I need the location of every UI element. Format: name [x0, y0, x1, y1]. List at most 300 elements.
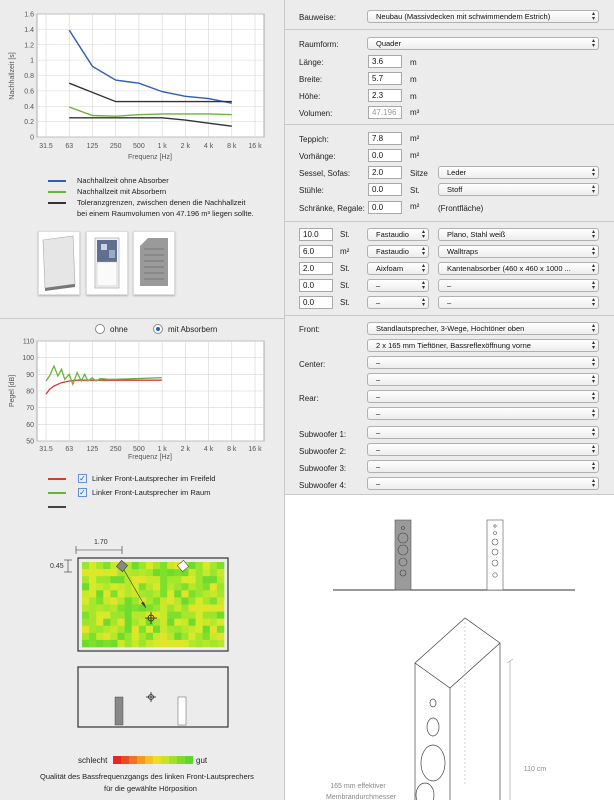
- heatmap-cell: [139, 569, 146, 576]
- sub3-select[interactable]: [367, 460, 599, 473]
- sub3-label: Subwoofer 3:: [299, 464, 347, 473]
- heatmap-cell: [96, 583, 103, 590]
- heatmap-cell: [167, 583, 174, 590]
- heatmap-cell: [89, 583, 96, 590]
- heatmap-cell: [132, 569, 139, 576]
- heatmap-cell: [132, 605, 139, 612]
- spl-y-tick: 80: [26, 388, 34, 396]
- heatmap-cell: [96, 597, 103, 604]
- breite-unit: m: [410, 75, 417, 84]
- spl-y-tick: 100: [22, 355, 34, 363]
- select-arrows-icon: ▴ ▾: [591, 246, 595, 257]
- heatmap-cell: [146, 640, 153, 647]
- rear-select-b[interactable]: [367, 407, 599, 420]
- heatmap-cell: [125, 626, 132, 633]
- heatmap-cell: [139, 576, 146, 583]
- sessel-material-value: Leder: [447, 168, 467, 177]
- reverb-y-tick: 0.6: [24, 88, 34, 96]
- stuehle-label: Stühle:: [299, 186, 324, 195]
- reverb-y-axis-label: Nachhallzeit [s]: [9, 52, 16, 100]
- reverb-x-tick: 250: [109, 143, 122, 150]
- heatmap-cell: [174, 590, 181, 597]
- heatmap-cell: [203, 626, 210, 633]
- heatmap-cell: [174, 597, 181, 604]
- heatmap-cell: [125, 640, 132, 647]
- heatmap-cell: [160, 626, 167, 633]
- spl-x-axis-label: Frequenz [Hz]: [128, 454, 172, 461]
- heatmap-cell: [174, 576, 181, 583]
- heatmap-cell: [146, 633, 153, 640]
- heatmap-cell: [125, 605, 132, 612]
- heatmap-cell: [110, 626, 117, 633]
- rear-label: Rear:: [299, 394, 319, 403]
- spl-x-tick: 31.5: [39, 446, 53, 453]
- absorber-unit: St.: [340, 264, 350, 273]
- heatmap-cell: [196, 633, 203, 640]
- heatmap-cell: [118, 590, 125, 597]
- heatmap-cell: [96, 612, 103, 619]
- heatmap-cell: [89, 576, 96, 583]
- heatmap-cell: [153, 590, 160, 597]
- absorber-brand-select[interactable]: [367, 228, 429, 241]
- heatmap-cell: [110, 576, 117, 583]
- heatmap-cell: [196, 640, 203, 647]
- heatmap-cell: [89, 605, 96, 612]
- legend-room: Linker Front-Lautsprecher im Raum: [92, 488, 211, 497]
- heatmap-cell: [210, 597, 217, 604]
- heatmap-cell: [196, 562, 203, 569]
- quality-scale-step: [121, 756, 129, 764]
- heatmap-cell: [189, 640, 196, 647]
- absorber-model-select[interactable]: [438, 296, 599, 309]
- heatmap-cell: [110, 597, 117, 604]
- stuehle-material-select[interactable]: [438, 183, 599, 196]
- heatmap-cell: [110, 562, 117, 569]
- heatmap-cell: [82, 619, 89, 626]
- heatmap-cell: [210, 612, 217, 619]
- select-arrows-icon: ▴ ▾: [591, 184, 595, 195]
- hoehe-unit: m: [410, 92, 417, 101]
- absorber-model-value: Kantenabsorber (460 x 460 x 1000 ...: [447, 264, 571, 273]
- quality-caption-line1: Qualität des Bassfrequenzgangs des linken Front-Lautsprechers: [40, 772, 254, 781]
- heatmap-cell: [96, 626, 103, 633]
- heatmap-cell: [210, 605, 217, 612]
- heatmap-cell: [103, 605, 110, 612]
- heatmap-cell: [203, 605, 210, 612]
- heatmap-cell: [160, 562, 167, 569]
- heatmap-cell: [189, 633, 196, 640]
- reverb-x-tick: 1 k: [157, 143, 167, 150]
- heatmap-cell: [203, 612, 210, 619]
- legend-ohne: Nachhallzeit ohne Absorber: [77, 176, 169, 185]
- heatmap-cell: [181, 640, 188, 647]
- heatmap-cell: [110, 569, 117, 576]
- select-arrows-icon: ▴ ▾: [421, 280, 425, 291]
- floor-plan: [40, 530, 240, 730]
- absorber-qty-input[interactable]: 6.0: [299, 245, 333, 258]
- heatmap-cell: [118, 597, 125, 604]
- hoehe-label: Höhe:: [299, 92, 321, 101]
- select-arrows-icon: ▴ ▾: [421, 263, 425, 274]
- spl-y-tick: 90: [26, 371, 34, 379]
- schraenke-note: (Frontfläche): [438, 204, 484, 213]
- heatmap-cell: [82, 633, 89, 640]
- radio-ohne-label: ohne: [110, 325, 128, 334]
- heatmap-cell: [118, 633, 125, 640]
- heatmap-cell: [217, 597, 224, 604]
- center-select-a[interactable]: [367, 356, 599, 369]
- spl-x-tick: 1 k: [157, 446, 167, 453]
- heatmap-cell: [146, 562, 153, 569]
- heatmap-cell: [125, 597, 132, 604]
- spl-x-tick: 125: [86, 446, 99, 453]
- absorber-brand-select[interactable]: [367, 245, 429, 258]
- heatmap-cell: [160, 569, 167, 576]
- quality-scale-step: [129, 756, 137, 764]
- absorber-model-value: –: [447, 298, 452, 307]
- heatmap-cell: [139, 562, 146, 569]
- heatmap-cell: [189, 605, 196, 612]
- heatmap-cell: [82, 612, 89, 619]
- absorber-thumb-walltraps[interactable]: [86, 231, 128, 295]
- heatmap-cell: [210, 562, 217, 569]
- absorber-brand-value: Fastaudio: [376, 230, 409, 239]
- spl-chart: [0, 335, 284, 465]
- reverb-x-tick: 63: [65, 143, 74, 150]
- heatmap-cell: [139, 583, 146, 590]
- schraenke-input[interactable]: 0.0: [368, 201, 402, 214]
- heatmap-cell: [196, 597, 203, 604]
- laenge-input[interactable]: 3.6: [368, 55, 402, 68]
- heatmap-cell: [203, 590, 210, 597]
- teppich-label: Teppich:: [299, 135, 329, 144]
- volumen-label: Volumen:: [299, 109, 333, 118]
- select-arrows-icon: ▴ ▾: [591, 280, 595, 291]
- absorber-brand-select[interactable]: [367, 279, 429, 292]
- radio-mit-label: mit Absorbern: [168, 325, 218, 334]
- absorber-unit: St.: [340, 230, 350, 239]
- speaker-isometric: [415, 618, 500, 800]
- absorber-brand-select[interactable]: [367, 296, 429, 309]
- heatmap-cell: [103, 640, 110, 647]
- heatmap-cell: [89, 597, 96, 604]
- reverb-x-tick: 31.5: [39, 143, 53, 150]
- reverb-y-tick: 1.4: [24, 26, 34, 34]
- heatmap-cell: [217, 569, 224, 576]
- heatmap-cell: [181, 576, 188, 583]
- sessel-input[interactable]: 2.0: [368, 166, 402, 179]
- plano-panel-image: [39, 232, 79, 294]
- heatmap-cell: [153, 619, 160, 626]
- select-arrows-icon: ▴ ▾: [591, 340, 595, 351]
- heatmap-cell: [96, 633, 103, 640]
- heatmap-cell: [132, 576, 139, 583]
- absorber-thumb-kantenabsorber[interactable]: [133, 231, 175, 295]
- heatmap-cell: [103, 583, 110, 590]
- heatmap-cell: [181, 597, 188, 604]
- sessel-label: Sessel, Sofas:: [299, 169, 351, 178]
- heatmap-cell: [181, 619, 188, 626]
- heatmap-cell: [210, 626, 217, 633]
- heatmap-cell: [103, 619, 110, 626]
- heatmap-cell: [174, 626, 181, 633]
- heatmap-cell: [196, 626, 203, 633]
- heatmap-cell: [118, 605, 125, 612]
- sub1-label: Subwoofer 1:: [299, 430, 347, 439]
- heatmap-cell: [167, 576, 174, 583]
- spl-y-tick: 110: [22, 338, 34, 346]
- reverb-x-tick: 500: [133, 143, 145, 150]
- heatmap-cell: [82, 562, 89, 569]
- laenge-label: Länge:: [299, 58, 324, 67]
- heatmap-cell: [89, 626, 96, 633]
- reverb-x-tick: 4 k: [203, 143, 214, 150]
- heatmap-cell: [189, 612, 196, 619]
- spl-x-tick: 63: [65, 446, 74, 453]
- absorber-qty-input[interactable]: 0.0: [299, 279, 333, 292]
- divider-4: [285, 315, 614, 316]
- select-arrows-icon: ▴ ▾: [591, 408, 595, 419]
- absorber-thumb-plano[interactable]: [38, 231, 80, 295]
- breite-input[interactable]: 5.7: [368, 72, 402, 85]
- select-arrows-icon: ▴ ▾: [591, 229, 595, 240]
- heatmap-cell: [210, 640, 217, 647]
- select-arrows-icon: ▴ ▾: [591, 263, 595, 274]
- absorber-model-select[interactable]: [438, 262, 599, 275]
- heatmap-cell: [181, 633, 188, 640]
- vorhaenge-input[interactable]: 0.0: [368, 149, 402, 162]
- hoehe-input[interactable]: 2.3: [368, 89, 402, 102]
- heatmap-cell: [167, 640, 174, 647]
- quality-scale-step: [153, 756, 161, 764]
- plan-dim-y: 0.45: [50, 563, 64, 570]
- heatmap-cell: [153, 605, 160, 612]
- heatmap-cell: [89, 590, 96, 597]
- heatmap-cell: [110, 605, 117, 612]
- checkbox-free[interactable]: ✓: [79, 474, 86, 483]
- front-type-select[interactable]: [367, 322, 599, 335]
- divider-3: [285, 221, 614, 222]
- reverb-x-tick: 125: [86, 143, 99, 150]
- heatmap-cell: [196, 590, 203, 597]
- heatmap-cell: [217, 562, 224, 569]
- heatmap-cell: [125, 619, 132, 626]
- bauweise-select[interactable]: [367, 10, 599, 23]
- heatmap-cell: [89, 619, 96, 626]
- heatmap-cell: [139, 633, 146, 640]
- heatmap-cell: [103, 612, 110, 619]
- reverb-y-tick: 1: [30, 57, 34, 65]
- center-label: Center:: [299, 360, 326, 369]
- heatmap-cell: [96, 640, 103, 647]
- radio-mit-absorbern[interactable]: [153, 324, 163, 334]
- reverb-y-tick: 1.6: [24, 11, 34, 19]
- sub4-select[interactable]: [367, 477, 599, 490]
- absorber-model-select[interactable]: [438, 245, 599, 258]
- radio-ohne[interactable]: [95, 324, 105, 334]
- heatmap-cell: [153, 569, 160, 576]
- select-arrows-icon: ▴ ▾: [591, 478, 595, 489]
- select-arrows-icon: ▴ ▾: [591, 444, 595, 455]
- heatmap-cell: [160, 640, 167, 647]
- speaker-right-side: [178, 697, 186, 725]
- reverb-x-tick: 8 k: [227, 143, 237, 150]
- absorber-brand-select[interactable]: [367, 262, 429, 275]
- heatmap-cell: [96, 576, 103, 583]
- heatmap-cell: [189, 583, 196, 590]
- teppich-input[interactable]: 7.8: [368, 132, 402, 145]
- bauweise-value: Neubau (Massivdecken mit schwimmendem Estrich): [376, 12, 551, 21]
- heatmap-cell: [181, 612, 188, 619]
- heatmap-cell: [153, 583, 160, 590]
- heatmap-cell: [96, 619, 103, 626]
- reverb-x-tick: 2 k: [180, 143, 191, 150]
- heatmap-cell: [181, 590, 188, 597]
- heatmap-cell: [217, 583, 224, 590]
- quality-scale-step: [185, 756, 193, 764]
- heatmap-cell: [96, 590, 103, 597]
- center-b-value: –: [376, 375, 381, 384]
- absorber-model-select[interactable]: [438, 279, 599, 292]
- heatmap-cell: [125, 590, 132, 597]
- heatmap-cell: [181, 605, 188, 612]
- heatmap-cell: [217, 626, 224, 633]
- heatmap-cell: [203, 619, 210, 626]
- heatmap-cell: [118, 640, 125, 647]
- heatmap-cell: [189, 569, 196, 576]
- heatmap-cell: [174, 569, 181, 576]
- sub2-select[interactable]: [367, 443, 599, 456]
- select-arrows-icon: ▴ ▾: [591, 11, 595, 22]
- checkbox-room[interactable]: ✓: [79, 488, 86, 497]
- legend-swatch-room: [48, 492, 66, 494]
- heatmap-cell: [153, 640, 160, 647]
- heatmap-cell: [103, 633, 110, 640]
- heatmap-cell: [153, 626, 160, 633]
- heatmap-cell: [89, 562, 96, 569]
- rear-select-a[interactable]: [367, 390, 599, 403]
- legend-tol-line2: bei einem Raumvolumen von 47.196 m³ liegen sollte.: [77, 209, 254, 218]
- stuehle-input[interactable]: 0.0: [368, 183, 402, 196]
- heatmap-cell: [146, 569, 153, 576]
- absorber-qty-input[interactable]: 2.0: [299, 262, 333, 275]
- heatmap-cell: [139, 626, 146, 633]
- absorber-brand-value: Fastaudio: [376, 247, 409, 256]
- quality-caption-line2: für die gewählte Hörposition: [104, 784, 197, 793]
- heatmap-cell: [203, 562, 210, 569]
- heatmap-cell: [146, 597, 153, 604]
- heatmap-cell: [196, 576, 203, 583]
- heatmap-cell: [82, 576, 89, 583]
- heatmap-cell: [82, 640, 89, 647]
- heatmap-cell: [118, 619, 125, 626]
- heatmap-cell: [89, 640, 96, 647]
- heatmap-cell: [153, 576, 160, 583]
- heatmap-cell: [110, 619, 117, 626]
- absorber-qty-input[interactable]: 0.0: [299, 296, 333, 309]
- heatmap-cell: [110, 590, 117, 597]
- heatmap-cell: [210, 569, 217, 576]
- heatmap-cell: [160, 583, 167, 590]
- quality-scale: [113, 756, 193, 766]
- sub1-select[interactable]: [367, 426, 599, 439]
- heatmap-cell: [174, 612, 181, 619]
- heatmap-cell: [217, 590, 224, 597]
- heatmap-cell: [210, 633, 217, 640]
- select-arrows-icon: ▴ ▾: [591, 461, 595, 472]
- sub2-label: Subwoofer 2:: [299, 447, 347, 456]
- absorber-brand-value: –: [376, 281, 381, 290]
- heatmap-cell: [160, 619, 167, 626]
- rear-a-value: –: [376, 392, 381, 401]
- quality-scale-step: [161, 756, 169, 764]
- heatmap-cell: [132, 640, 139, 647]
- heatmap-cell: [167, 569, 174, 576]
- select-arrows-icon: ▴ ▾: [591, 374, 595, 385]
- absorber-model-select[interactable]: [438, 228, 599, 241]
- heatmap-cell: [203, 576, 210, 583]
- heatmap-cell: [139, 619, 146, 626]
- absorber-qty-input[interactable]: 10.0: [299, 228, 333, 241]
- absorber-model-value: –: [447, 281, 452, 290]
- absorber-model-value: Walltraps: [447, 247, 478, 256]
- heatmap-cell: [160, 597, 167, 604]
- heatmap-cell: [160, 605, 167, 612]
- heatmap-cell: [174, 640, 181, 647]
- center-select-b[interactable]: [367, 373, 599, 386]
- front-woofer-select[interactable]: [367, 339, 599, 352]
- heatmap-cell: [132, 597, 139, 604]
- heatmap-cell: [167, 590, 174, 597]
- heatmap-cell: [89, 612, 96, 619]
- heatmap-cell: [82, 605, 89, 612]
- spl-y-tick: 50: [26, 438, 34, 446]
- kantenabsorber-image: [134, 232, 174, 294]
- legend-swatch-mit: [48, 191, 66, 193]
- sessel-material-select[interactable]: [438, 166, 599, 179]
- height-label: 110 cm: [523, 766, 547, 773]
- absorber-model-value: Plano, Stahl weiß: [447, 230, 506, 239]
- spl-x-tick: 250: [109, 446, 122, 453]
- listener-side: [146, 692, 156, 702]
- heatmap-cell: [174, 583, 181, 590]
- heatmap-cell: [96, 569, 103, 576]
- raumform-select[interactable]: [367, 37, 599, 50]
- sub3-value: –: [376, 462, 381, 471]
- heatmap-cell: [110, 583, 117, 590]
- heatmap-cell: [103, 626, 110, 633]
- heatmap-cell: [125, 612, 132, 619]
- reverb-y-tick: 0: [30, 134, 34, 142]
- legend-swatch-tol: [48, 202, 66, 204]
- heatmap-cell: [203, 597, 210, 604]
- raumform-label: Raumform:: [299, 40, 339, 49]
- walltraps-image: [87, 232, 127, 294]
- sub1-value: –: [376, 428, 381, 437]
- heatmap-cell: [153, 597, 160, 604]
- heatmap-cell: [167, 633, 174, 640]
- stuehle-unit: St.: [410, 186, 420, 195]
- heatmap-cell: [189, 562, 196, 569]
- heatmap-cell: [160, 612, 167, 619]
- heatmap-cell: [196, 605, 203, 612]
- select-arrows-icon: ▴ ▾: [591, 391, 595, 402]
- heatmap-cell: [153, 633, 160, 640]
- heatmap-cell: [210, 576, 217, 583]
- reverb-x-axis-label: Frequenz [Hz]: [128, 154, 172, 161]
- heatmap-cell: [110, 640, 117, 647]
- heatmap-cell: [82, 597, 89, 604]
